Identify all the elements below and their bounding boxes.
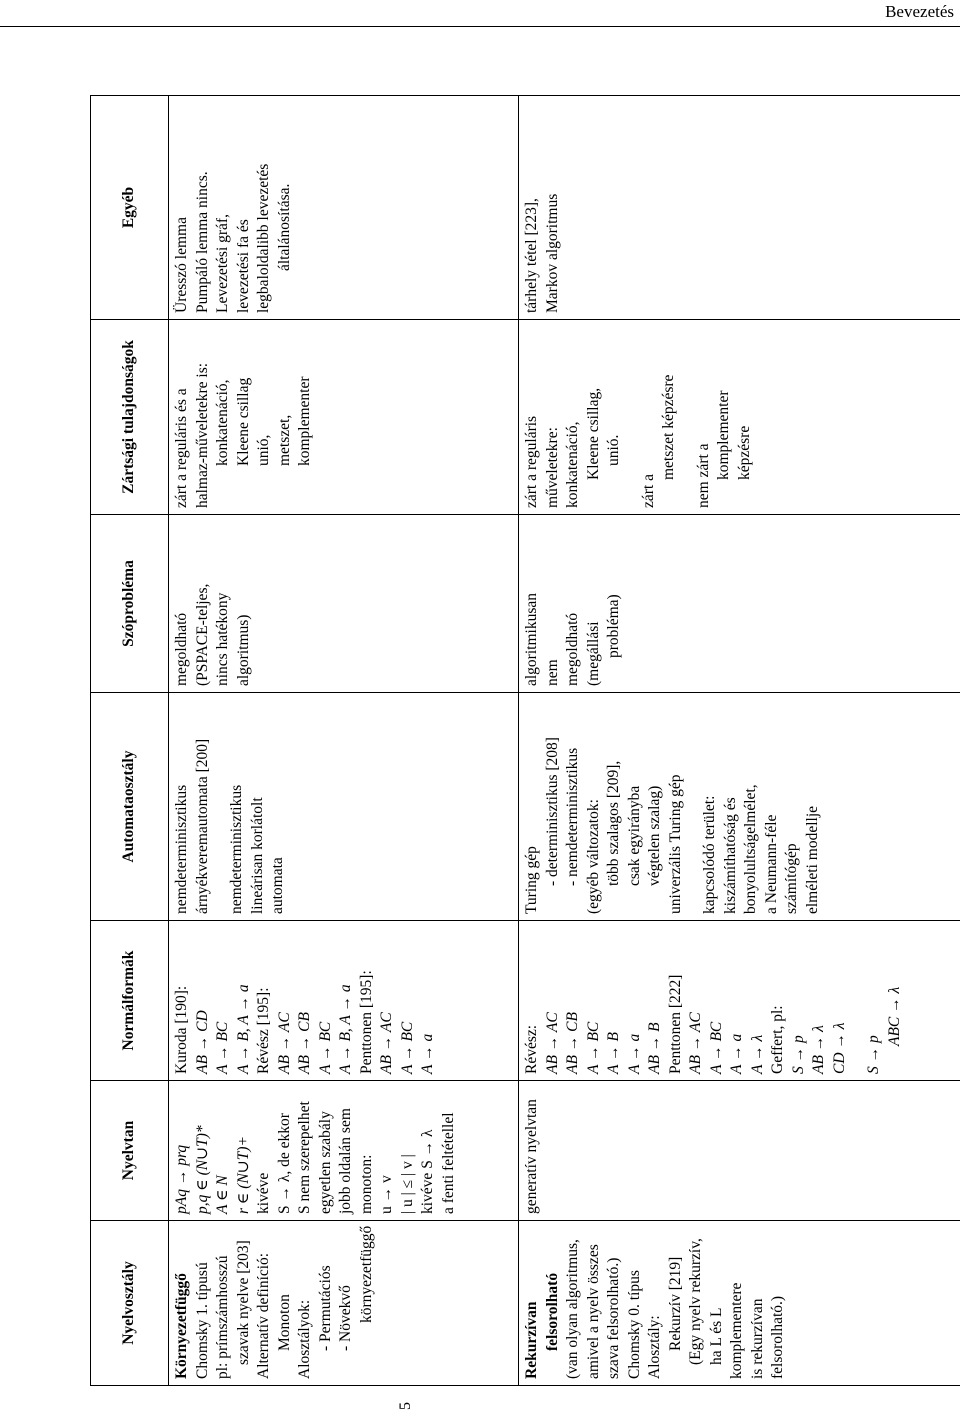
cell-line: Rekurzívan xyxy=(523,1301,540,1379)
cell-line: | u | ≤ | v | xyxy=(398,1154,416,1214)
cell-line: általánosítása. xyxy=(275,183,293,271)
cell-line: tárhely tétel [223], xyxy=(523,198,540,313)
column-header: Szóprobléma xyxy=(91,515,169,693)
cell-line: kapcsolódó terület: xyxy=(701,795,718,914)
cell-line: végtelen szalag) xyxy=(646,785,663,886)
cell-line: - nemdeterminisztikus xyxy=(564,747,581,886)
cell-line: műveletekre: xyxy=(543,427,561,508)
cell-szoproblema xyxy=(519,515,960,693)
cell-spacer xyxy=(686,699,700,914)
cell-line: Alosztályok: xyxy=(296,1299,313,1379)
cell-spacer xyxy=(850,927,864,1074)
cell-line: algoritmikusan xyxy=(523,593,540,686)
cell-line: bonyolultságelmélet, xyxy=(742,784,759,914)
cell-line: komplementere xyxy=(728,1282,745,1379)
cell-line: AB → AC xyxy=(687,1012,704,1074)
cell-line: felsorolható.) xyxy=(769,1295,786,1379)
cell-line: nem zárt a xyxy=(694,443,712,508)
cell-line: Kuroda [190]: xyxy=(173,985,190,1074)
cell-line: zárt a xyxy=(639,474,657,508)
cell-line: árnyékveremautomata [200] xyxy=(193,738,211,914)
cell-line: kivéve S → λ xyxy=(419,1129,436,1214)
cell-line: nincs hatékony xyxy=(214,592,231,686)
cell-line: metszet, xyxy=(275,414,293,466)
cell-line: elméleti modellje xyxy=(803,805,821,914)
cell-line: A → BC xyxy=(398,1021,416,1074)
cell-line: A → a xyxy=(419,1033,436,1074)
cell-automataosztaly xyxy=(169,693,519,921)
cell-line: AB → B xyxy=(646,1022,663,1074)
cell-line: kivéve xyxy=(255,1172,272,1214)
cell-line: S nem szerepelhet xyxy=(296,1101,313,1214)
cell-line: Chomsky 0. típus xyxy=(625,1270,643,1379)
cell-line: halmaz-műveletekre is: xyxy=(193,362,211,508)
cell-line: - Permutációs xyxy=(316,1265,334,1351)
cell-line: A → BC xyxy=(316,1021,334,1074)
cell-line: A → λ xyxy=(748,1034,766,1074)
cell-line: - determinisztikus [208] xyxy=(543,737,561,886)
cell-line: A ∈ N xyxy=(214,1175,231,1214)
cell-line: Kleene csillag xyxy=(234,377,252,466)
cell-line: algoritmus) xyxy=(234,614,252,686)
cell-line: Monoton xyxy=(275,1294,293,1351)
cell-line: AB → AC xyxy=(275,1012,293,1074)
cell-line: Alternatív definíció: xyxy=(255,1252,272,1379)
cell-line: szava felsorolható.) xyxy=(605,1257,622,1379)
cell-normalformak xyxy=(519,921,960,1081)
cell-line: unió. xyxy=(605,434,622,466)
cell-line: Pumpáló lemma nincs. xyxy=(193,171,211,313)
column-header: Egyéb xyxy=(91,96,169,320)
cell-line: r ∈ (N∪T)+ xyxy=(234,1136,252,1214)
cell-line: nemdeterminisztikus xyxy=(228,784,245,914)
cell-line: A → a xyxy=(625,1033,643,1074)
cell-line: egyetlen szabály xyxy=(316,1111,334,1214)
cell-line: Markov algoritmus xyxy=(543,193,561,313)
cell-line: lineárisan korlátolt xyxy=(248,797,266,914)
cell-line: Penttonen [195]: xyxy=(357,970,375,1074)
cell-line: konkatenáció, xyxy=(214,379,231,466)
cell-line: Levezetési gráf, xyxy=(214,214,231,313)
cell-normalformak xyxy=(169,921,519,1081)
cell-egyeb xyxy=(519,96,960,320)
cell-line: (PSPACE-teljes, xyxy=(193,583,211,686)
cell-line: nemdeterminisztikus xyxy=(173,784,190,914)
cell-spacer xyxy=(213,699,227,914)
cell-line: generatív nyelvtan xyxy=(523,1099,540,1214)
cell-line: megoldható xyxy=(564,612,581,686)
cell-line: metszet képzésre xyxy=(660,374,677,480)
cell-line: automata xyxy=(269,857,286,914)
cell-line: Rekurzív [219] xyxy=(666,1256,684,1351)
cell-line: monoton: xyxy=(357,1154,375,1214)
column-header: Nyelvosztály xyxy=(91,1221,169,1386)
cell-line: Turing gép xyxy=(523,846,540,914)
cell-egyeb xyxy=(169,96,519,320)
cell-nyelvosztaly xyxy=(519,1221,960,1386)
cell-line: felsorolható xyxy=(543,1272,561,1351)
cell-line: Környezetfüggő xyxy=(173,1273,190,1379)
cell-line: Révész: xyxy=(523,1024,540,1074)
column-header: Normálformák xyxy=(91,921,169,1081)
cell-line: képzésre xyxy=(735,425,753,480)
cell-szoproblema xyxy=(169,515,519,693)
cell-line: is rekurzívan xyxy=(748,1298,766,1379)
cell-line: (van olyan algoritmus, xyxy=(564,1239,581,1379)
cell-line: pAq → prq xyxy=(173,1144,190,1214)
cell-line: AB → CB xyxy=(296,1012,313,1074)
cell-line: amivel a nyelv összes xyxy=(584,1244,602,1379)
table-header-row xyxy=(91,96,169,1386)
cell-line: (Egy nyelv rekurzív, xyxy=(687,1238,704,1365)
cell-automataosztaly xyxy=(519,693,960,921)
cell-line: A → B, A → a xyxy=(337,984,354,1074)
cell-line: a fenti feltétellel xyxy=(439,1112,457,1214)
language-class-table xyxy=(90,95,960,1386)
cell-line: Chomsky 1. típusú xyxy=(193,1262,211,1379)
cell-line: konkatenáció, xyxy=(564,421,581,508)
cell-nyelvosztaly xyxy=(169,1221,519,1386)
cell-line: legbaloldalibb levezetés xyxy=(255,163,272,313)
page-number: 5 xyxy=(397,1402,414,1410)
cell-line: zárt a reguláris és a xyxy=(173,388,190,508)
cell-line: AB → CB xyxy=(564,1012,581,1074)
cell-line: probléma) xyxy=(605,594,622,658)
cell-line: unió, xyxy=(255,434,272,466)
cell-line: S → p xyxy=(789,1035,807,1074)
cell-line: A → BC xyxy=(214,1021,231,1074)
cell-line: több szalagos [209], xyxy=(605,760,622,886)
column-header: Automataosztály xyxy=(91,693,169,921)
column-header: Zártsági tulajdonságok xyxy=(91,320,169,515)
header-title: Bevezetés xyxy=(885,2,954,21)
cell-line: A → a xyxy=(728,1033,745,1074)
cell-line: Geffert, pl: xyxy=(769,1005,786,1074)
cell-line: CD → λ xyxy=(830,1022,848,1074)
cell-line: kiszámíthatóság és xyxy=(721,797,739,914)
cell-line: ha L és L xyxy=(707,1307,725,1365)
cell-line: univerzális Turing gép xyxy=(666,774,684,914)
cell-line: Üresszó lemma xyxy=(173,217,190,313)
cell-line: (egyéb változatok: xyxy=(584,799,602,914)
cell-line: a Neumann-féle xyxy=(762,814,780,914)
cell-line: Révész [195]: xyxy=(255,987,272,1074)
cell-spacer xyxy=(625,326,639,508)
cell-line: nem xyxy=(543,659,561,686)
cell-line: Alosztály: xyxy=(646,1315,663,1379)
table-row xyxy=(169,96,519,1386)
cell-line: S → λ, de ekkor xyxy=(275,1113,293,1214)
cell-line: megoldható xyxy=(173,612,190,686)
cell-line: levezetési fa és xyxy=(234,219,252,313)
cell-zartsag xyxy=(519,320,960,515)
cell-line: A → BC xyxy=(584,1021,602,1074)
cell-nyelvtan xyxy=(169,1081,519,1221)
cell-spacer xyxy=(680,326,694,508)
cell-line: AB → AC xyxy=(543,1012,561,1074)
cell-line: szavak nyelve [203] xyxy=(234,1240,252,1365)
cell-line: AB → AC xyxy=(378,1012,395,1074)
rotated-table-wrapper xyxy=(90,96,960,1386)
cell-line: p,q ∈ (N∪T)* xyxy=(193,1125,211,1214)
cell-line: jobb oldalán sem xyxy=(337,1108,354,1214)
cell-line: Penttonen [222] xyxy=(666,974,684,1074)
cell-line: S → p xyxy=(865,1035,882,1074)
cell-line: - Növekvő xyxy=(337,1285,354,1351)
cell-line: pl: prímszámhosszú xyxy=(214,1255,231,1379)
cell-line: (megállási xyxy=(584,621,602,686)
cell-line: u → v xyxy=(378,1175,395,1214)
cell-line: zárt a reguláris xyxy=(523,415,540,508)
cell-line: ABC → λ xyxy=(885,986,903,1046)
cell-line: Kleene csillag, xyxy=(584,387,602,480)
cell-line: A → B xyxy=(605,1032,622,1074)
cell-line: AB → λ xyxy=(810,1025,827,1074)
cell-nyelvtan xyxy=(519,1081,960,1221)
cell-line: A → BC xyxy=(707,1021,725,1074)
cell-line: környezetfüggő xyxy=(357,1225,375,1323)
cell-line: komplementer xyxy=(715,390,732,480)
table-row xyxy=(519,96,960,1386)
cell-line: komplementer xyxy=(296,376,313,466)
cell-zartsag xyxy=(169,320,519,515)
header-rule xyxy=(0,26,960,27)
page-header xyxy=(0,0,960,34)
cell-line: számítógép xyxy=(783,843,800,914)
cell-line: A → B, A → a xyxy=(234,984,252,1074)
cell-line: csak egyirányba xyxy=(625,785,643,886)
cell-line: AB → CD xyxy=(193,1010,211,1074)
column-header: Nyelvtan xyxy=(91,1081,169,1221)
